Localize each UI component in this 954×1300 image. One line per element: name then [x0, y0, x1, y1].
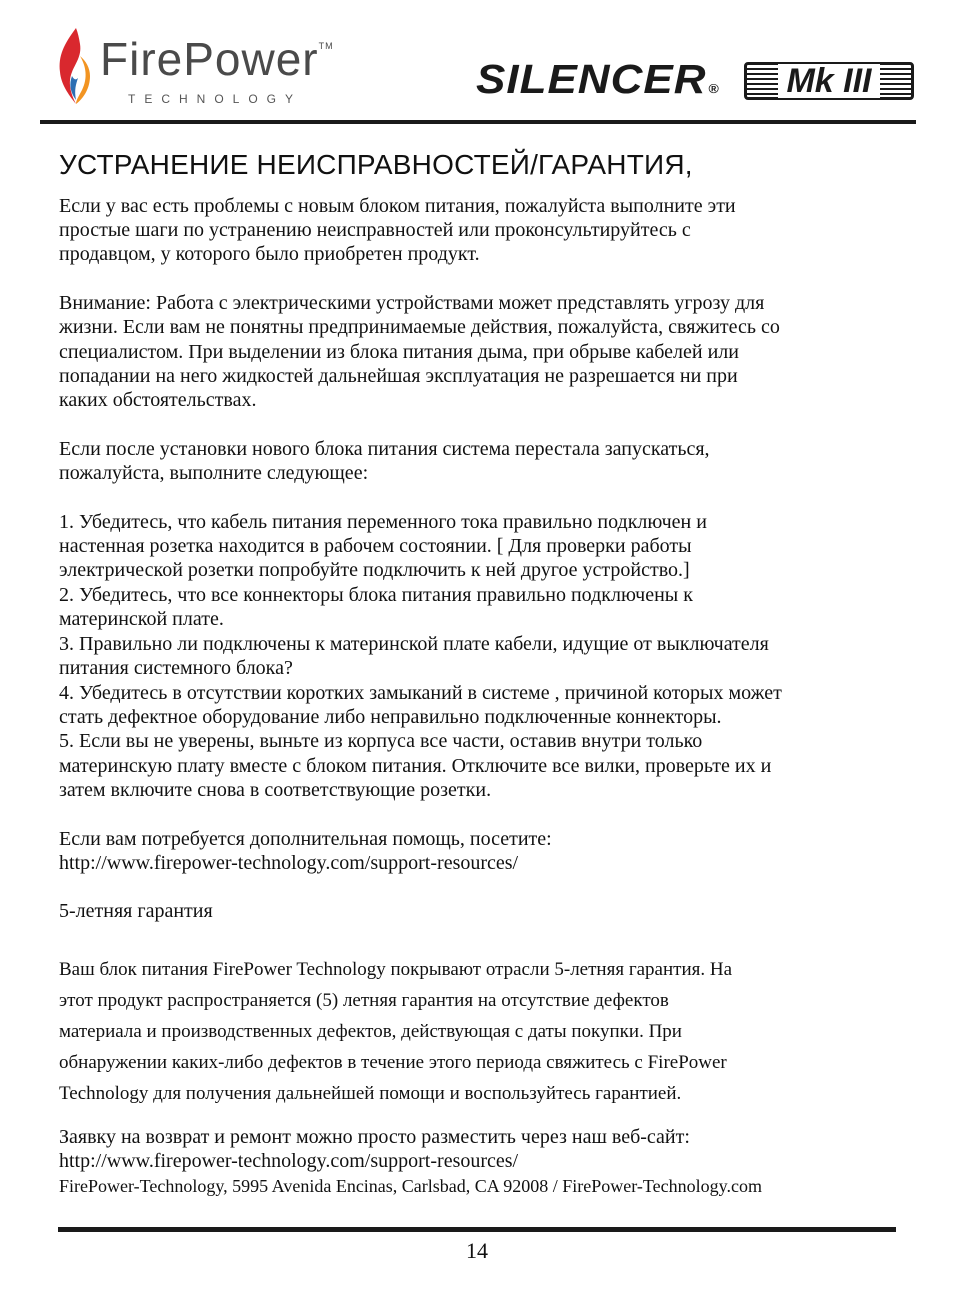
registered-mark: ® [708, 80, 720, 96]
intro-paragraph: Если у вас есть проблемы с новым блоком питания, пожалуйста выполните эти простые шаги по устранению неисправностей или проконсультируйтесь с продавцом, у которого было приобретен продукт. [59, 194, 736, 266]
trademark-mark: TM [318, 41, 334, 51]
help-paragraph: Если вам потребуется дополнительная помощь, посетите: http://www.firepower-technology.com/support-resources/ [59, 827, 552, 874]
model-badge [744, 62, 914, 100]
step-item: 2. Убедитесь, что все коннекторы блока питания правильно подключены к материнской плате. [59, 583, 693, 631]
steps-intro: Если после установки нового блока питания система перестала запускаться, пожалуйста, выполните следующее: [59, 437, 710, 485]
brand-subtitle: TECHNOLOGY [128, 92, 303, 106]
flame-logo-icon [54, 26, 92, 106]
page-title: УСТРАНЕНИЕ НЕИСПРАВНОСТЕЙ/ГАРАНТИЯ, [59, 149, 693, 180]
warning-paragraph: Внимание: Работа с электрическими устройствами может представлять угрозу для жизни. Если вам не понятны предпринимаемые действия, пожалуйста, свяжитесь со специалистом. При выделении из блока питания дыма, при обрыве кабелей или попадании на него жидкостей дальнейшая эксплуатация не разрешается ни при каких обстоятельствах. [59, 291, 780, 412]
page-content [59, 148, 899, 1198]
company-address: FirePower-Technology, 5995 Avenida Encinas, Carlsbad, CA 92008 / FirePower-Technology.com [59, 1175, 762, 1196]
product-name: SILENCER ® [476, 57, 720, 103]
step-item: 4. Убедитесь в отсутствии коротких замыканий в системе , причиной которых может стать дефектное оборудование либо неправильно подключенные коннекторы. [59, 681, 782, 728]
warranty-paragraph: Ваш блок питания FirePower Technology покрывают отрасли 5-летняя гарантия. На этот продукт распространяется (5) летняя гарантия на отсутствие дефектов материала и производственных дефектов, действующая с даты покупки. При обнаружении каких-либо дефектов в течение этого периода свяжитесь с FirePower Technology для получения дальнейшей помощи и воспользуйтесь гарантией. [59, 958, 733, 1104]
page-number: 14 [466, 1238, 488, 1263]
header-divider [40, 120, 916, 124]
step-item: 5. Если вы не уверены, выньте из корпуса все части, оставив внутри только материнскую плату вместе с блоком питания. Отключите все вилки, проверьте их и затем включите снова в соответствующие розетки. [59, 730, 772, 802]
model-label: Mk III [778, 64, 879, 98]
warranty-heading: 5-летняя гарантия [59, 900, 213, 923]
page-header [0, 0, 954, 130]
footer-divider [58, 1227, 896, 1232]
return-request-paragraph: Заявку на возврат и ремонт можно просто разместить через наш веб-сайт: http://www.firepower-technology.com/support-resources/ [59, 1125, 690, 1173]
step-item: 1. Убедитесь, что кабель питания переменного тока правильно подключен и настенная розетка находится в рабочем состоянии. [ Для проверки работы электрической розетки попробуйте подключить к ней другое устройство.] [59, 510, 707, 582]
step-item: 3. Правильно ли подключены к материнской плате кабели, идущие от выключателя питания системного блока? [59, 632, 769, 680]
brand-name: FirePower™ [100, 33, 334, 85]
